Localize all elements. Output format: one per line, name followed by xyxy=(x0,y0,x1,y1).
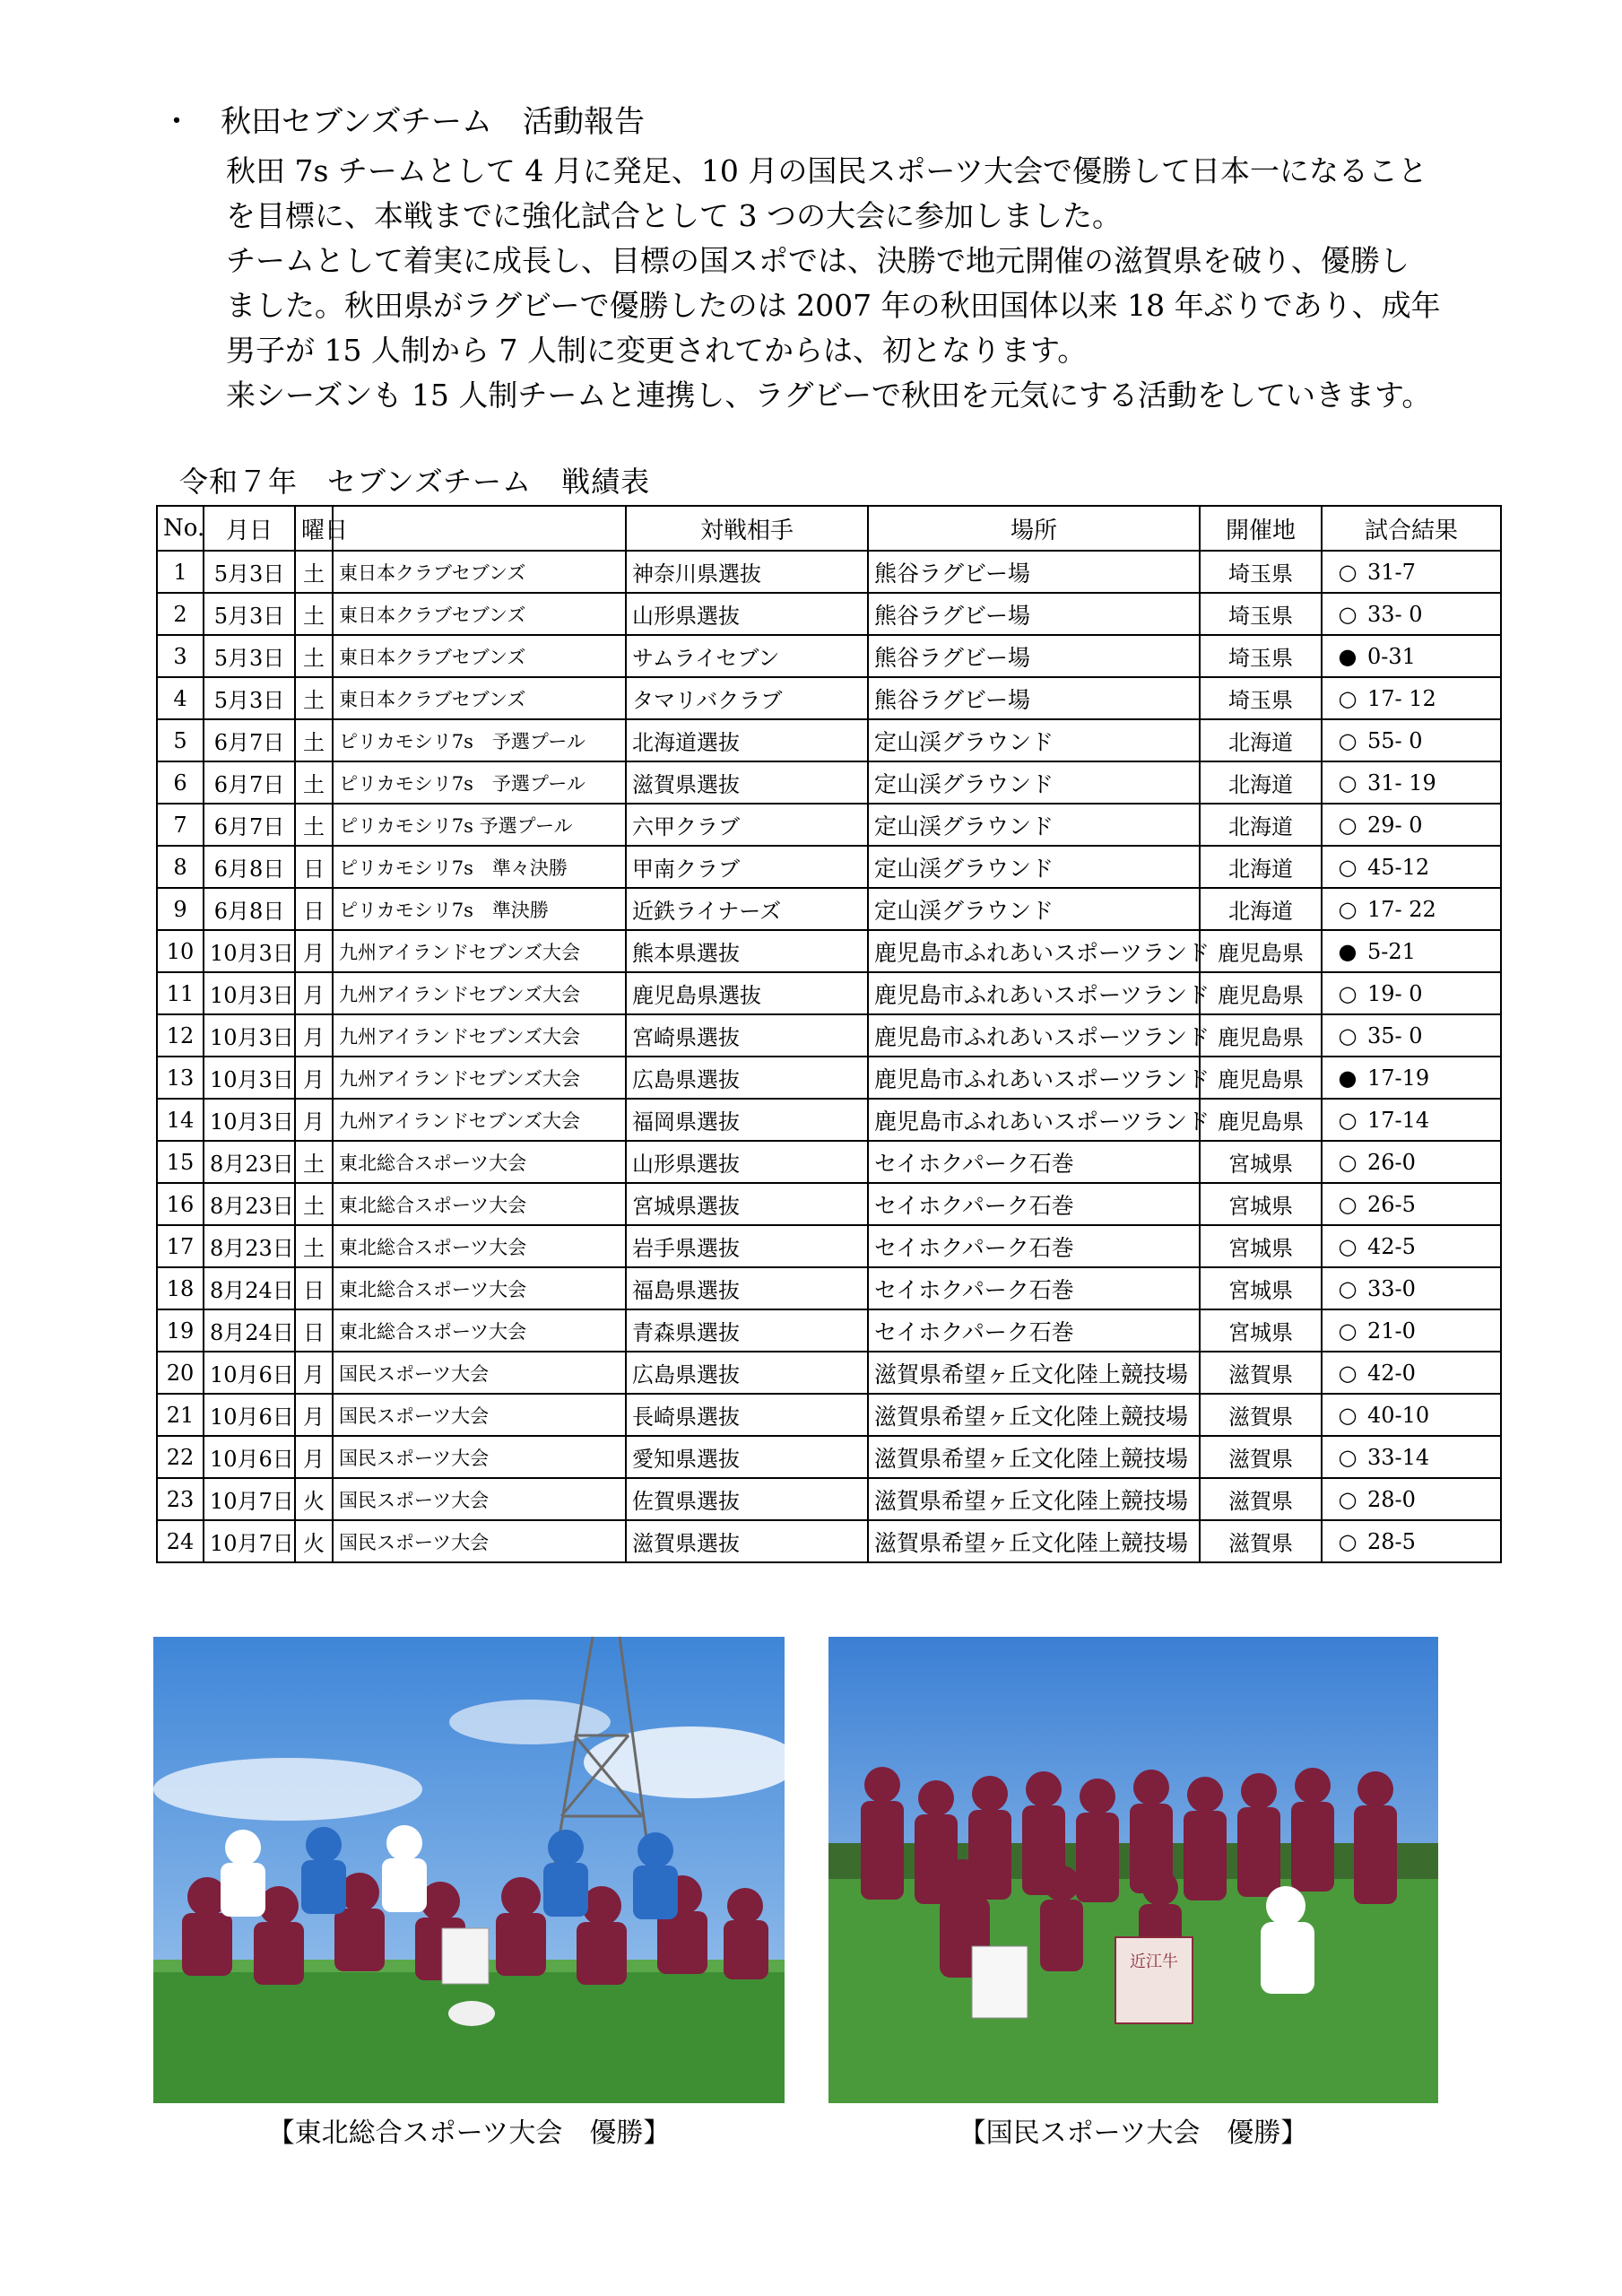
cell-day: 土 xyxy=(295,635,333,677)
cell-day: 月 xyxy=(295,1099,333,1141)
table-row xyxy=(157,1141,1501,1183)
table-row xyxy=(157,1099,1501,1141)
table-row xyxy=(157,972,1501,1014)
cell-venue: 鹿児島市ふれあいスポーツランド xyxy=(868,1099,1200,1141)
cell-tournament: ピリカモシリ7s 予選プール xyxy=(333,761,626,804)
cell-no: 21 xyxy=(157,1394,204,1436)
cell-result xyxy=(1322,1352,1501,1394)
cell-tournament: ピリカモシリ7s 予選プール xyxy=(333,804,626,846)
table-row xyxy=(157,1520,1501,1562)
cell-result xyxy=(1322,888,1501,930)
report-line: ました。秋田県がラグビーで優勝したのは 2007 年の秋田国体以来 18 年ぶりであり、成年 xyxy=(226,288,1441,323)
cell-tournament: ピリカモシリ7s 予選プール xyxy=(333,719,626,761)
cell-result xyxy=(1322,1478,1501,1520)
cell-date: 5月3日 xyxy=(204,551,295,593)
win-mark-icon: ○ xyxy=(1338,770,1357,796)
cell-tournament: 東北総合スポーツ大会 xyxy=(333,1183,626,1225)
header-day: 曜日 xyxy=(295,506,333,551)
cell-venue: セイホクパーク石巻 xyxy=(868,1267,1200,1309)
cell-date: 8月23日 xyxy=(204,1141,295,1183)
cell-venue: セイホクパーク石巻 xyxy=(868,1225,1200,1267)
match-score: 5-21 xyxy=(1367,938,1416,964)
match-score: 17- 22 xyxy=(1367,896,1436,922)
cell-venue: セイホクパーク石巻 xyxy=(868,1141,1200,1183)
heading-bullet: ・ xyxy=(161,104,192,140)
cell-tournament: 九州アイランドセブンズ大会 xyxy=(333,1014,626,1057)
cell-no: 5 xyxy=(157,719,204,761)
cell-result xyxy=(1322,1436,1501,1478)
tohoku-photo-caption: 【東北総合スポーツ大会 優勝】 xyxy=(267,2118,671,2149)
cell-venue: 鹿児島市ふれあいスポーツランド xyxy=(868,1014,1200,1057)
cell-opponent: 宮城県選抜 xyxy=(626,1183,868,1225)
cell-date: 10月6日 xyxy=(204,1394,295,1436)
cell-no: 18 xyxy=(157,1267,204,1309)
cell-tournament: 九州アイランドセブンズ大会 xyxy=(333,972,626,1014)
cell-opponent: 青森県選抜 xyxy=(626,1309,868,1352)
table-row xyxy=(157,1057,1501,1099)
section-heading xyxy=(161,97,645,141)
cell-tournament: 国民スポーツ大会 xyxy=(333,1436,626,1478)
cell-pref: 滋賀県 xyxy=(1200,1436,1322,1478)
table-row xyxy=(157,677,1501,719)
cell-result xyxy=(1322,1309,1501,1352)
cell-pref: 埼玉県 xyxy=(1200,551,1322,593)
win-mark-icon: ○ xyxy=(1338,1107,1357,1133)
cell-result xyxy=(1322,930,1501,972)
cell-no: 20 xyxy=(157,1352,204,1394)
cell-result xyxy=(1322,1141,1501,1183)
cell-opponent: 六甲クラブ xyxy=(626,804,868,846)
cell-opponent: 甲南クラブ xyxy=(626,846,868,888)
report-line: 男子が 15 人制から 7 人制に変更されてからは、初となります。 xyxy=(226,333,1088,368)
cell-pref: 埼玉県 xyxy=(1200,677,1322,719)
cell-opponent: 神奈川県選抜 xyxy=(626,551,868,593)
cell-day: 土 xyxy=(295,593,333,635)
cell-day: 月 xyxy=(295,1352,333,1394)
cell-venue: 熊谷ラグビー場 xyxy=(868,551,1200,593)
match-score: 19- 0 xyxy=(1367,980,1423,1006)
win-mark-icon: ○ xyxy=(1338,812,1357,838)
win-mark-icon: ○ xyxy=(1338,1402,1357,1428)
cell-venue: 定山渓グラウンド xyxy=(868,804,1200,846)
cell-opponent: タマリバクラブ xyxy=(626,677,868,719)
cell-pref: 北海道 xyxy=(1200,888,1322,930)
cell-pref: 宮城県 xyxy=(1200,1267,1322,1309)
cell-day: 土 xyxy=(295,1141,333,1183)
cell-opponent: 山形県選抜 xyxy=(626,593,868,635)
cell-result xyxy=(1322,1057,1501,1099)
cell-date: 6月7日 xyxy=(204,719,295,761)
cell-venue: セイホクパーク石巻 xyxy=(868,1309,1200,1352)
cell-opponent: 熊本県選抜 xyxy=(626,930,868,972)
cell-day: 土 xyxy=(295,677,333,719)
cell-result xyxy=(1322,593,1501,635)
cell-no: 14 xyxy=(157,1099,204,1141)
header-pref: 開催地 xyxy=(1200,506,1322,551)
win-mark-icon: ○ xyxy=(1338,1022,1357,1048)
cell-day: 月 xyxy=(295,1436,333,1478)
cell-pref: 鹿児島県 xyxy=(1200,1099,1322,1141)
cell-date: 10月3日 xyxy=(204,1014,295,1057)
header-date: 月日 xyxy=(204,506,295,551)
cell-date: 8月24日 xyxy=(204,1309,295,1352)
cell-opponent: 福島県選抜 xyxy=(626,1267,868,1309)
cell-pref: 埼玉県 xyxy=(1200,635,1322,677)
win-mark-icon: ○ xyxy=(1338,980,1357,1006)
cell-result xyxy=(1322,846,1501,888)
win-mark-icon: ○ xyxy=(1338,1275,1357,1301)
match-score: 55- 0 xyxy=(1367,727,1423,753)
cell-pref: 北海道 xyxy=(1200,719,1322,761)
cell-pref: 滋賀県 xyxy=(1200,1520,1322,1562)
cell-venue: 滋賀県希望ヶ丘文化陸上競技場 xyxy=(868,1394,1200,1436)
match-score: 17-19 xyxy=(1367,1065,1430,1091)
cell-no: 4 xyxy=(157,677,204,719)
match-score: 31-7 xyxy=(1367,559,1416,585)
cell-pref: 滋賀県 xyxy=(1200,1394,1322,1436)
report-line: 秋田 7s チームとして 4 月に発足、10 月の国民スポーツ大会で優勝して日本一になること xyxy=(226,153,1428,188)
cell-no: 10 xyxy=(157,930,204,972)
match-score: 26-0 xyxy=(1367,1149,1416,1175)
cell-day: 月 xyxy=(295,1014,333,1057)
cell-no: 11 xyxy=(157,972,204,1014)
cell-date: 10月7日 xyxy=(204,1478,295,1520)
cell-result xyxy=(1322,677,1501,719)
cell-opponent: 愛知県選抜 xyxy=(626,1436,868,1478)
table-row xyxy=(157,804,1501,846)
cell-result xyxy=(1322,1099,1501,1141)
cell-pref: 鹿児島県 xyxy=(1200,972,1322,1014)
cell-result xyxy=(1322,719,1501,761)
cell-venue: 定山渓グラウンド xyxy=(868,719,1200,761)
table-row xyxy=(157,719,1501,761)
table-row xyxy=(157,846,1501,888)
cell-tournament: 国民スポーツ大会 xyxy=(333,1394,626,1436)
cell-venue: 熊谷ラグビー場 xyxy=(868,593,1200,635)
cell-result xyxy=(1322,1225,1501,1267)
cell-opponent: 鹿児島県選抜 xyxy=(626,972,868,1014)
header-opponent: 対戦相手 xyxy=(626,506,868,551)
cell-date: 8月23日 xyxy=(204,1183,295,1225)
board-text: 近江牛 xyxy=(1130,1952,1178,1971)
cell-date: 8月24日 xyxy=(204,1267,295,1309)
results-table xyxy=(156,505,1502,1563)
table-row xyxy=(157,888,1501,930)
cell-result xyxy=(1322,551,1501,593)
cell-no: 13 xyxy=(157,1057,204,1099)
cell-pref: 宮城県 xyxy=(1200,1141,1322,1183)
cell-date: 10月3日 xyxy=(204,930,295,972)
table-row xyxy=(157,551,1501,593)
header-venue: 場所 xyxy=(868,506,1200,551)
loss-mark-icon: ● xyxy=(1338,938,1357,964)
cell-tournament: 東北総合スポーツ大会 xyxy=(333,1141,626,1183)
match-score: 21-0 xyxy=(1367,1318,1416,1344)
table-header-row xyxy=(157,506,1501,551)
cell-day: 土 xyxy=(295,1183,333,1225)
cell-pref: 北海道 xyxy=(1200,846,1322,888)
heading-text: 秋田セブンズチーム 活動報告 xyxy=(221,104,645,140)
win-mark-icon: ○ xyxy=(1338,685,1357,711)
cell-pref: 北海道 xyxy=(1200,804,1322,846)
match-score: 42-0 xyxy=(1367,1360,1416,1386)
report-body xyxy=(226,149,1517,418)
table-row xyxy=(157,1014,1501,1057)
table-row xyxy=(157,635,1501,677)
win-mark-icon: ○ xyxy=(1338,1149,1357,1175)
cell-venue: 熊谷ラグビー場 xyxy=(868,635,1200,677)
table-row xyxy=(157,1478,1501,1520)
cell-date: 6月8日 xyxy=(204,846,295,888)
cell-opponent: 広島県選抜 xyxy=(626,1057,868,1099)
cell-venue: 熊谷ラグビー場 xyxy=(868,677,1200,719)
cell-pref: 宮城県 xyxy=(1200,1309,1322,1352)
win-mark-icon: ○ xyxy=(1338,1486,1357,1512)
cell-no: 24 xyxy=(157,1520,204,1562)
match-score: 45-12 xyxy=(1367,854,1430,880)
cell-day: 日 xyxy=(295,846,333,888)
cell-date: 10月3日 xyxy=(204,1099,295,1141)
cell-opponent: 山形県選抜 xyxy=(626,1141,868,1183)
cell-day: 月 xyxy=(295,972,333,1014)
win-mark-icon: ○ xyxy=(1338,1191,1357,1217)
cell-no: 7 xyxy=(157,804,204,846)
match-score: 31- 19 xyxy=(1367,770,1436,796)
cell-date: 6月7日 xyxy=(204,761,295,804)
cell-day: 土 xyxy=(295,551,333,593)
kokumin-photo-caption: 【国民スポーツ大会 優勝】 xyxy=(958,2118,1308,2149)
cell-tournament: 東北総合スポーツ大会 xyxy=(333,1225,626,1267)
cell-opponent: 滋賀県選抜 xyxy=(626,761,868,804)
cell-day: 月 xyxy=(295,1057,333,1099)
match-score: 29- 0 xyxy=(1367,812,1423,838)
match-score: 33- 0 xyxy=(1367,601,1423,627)
cell-day: 土 xyxy=(295,761,333,804)
cell-pref: 宮城県 xyxy=(1200,1183,1322,1225)
cell-no: 9 xyxy=(157,888,204,930)
match-score: 17-14 xyxy=(1367,1107,1430,1133)
cell-date: 5月3日 xyxy=(204,635,295,677)
match-score: 26-5 xyxy=(1367,1191,1416,1217)
table-row xyxy=(157,1267,1501,1309)
cell-no: 16 xyxy=(157,1183,204,1225)
cell-no: 17 xyxy=(157,1225,204,1267)
match-score: 35- 0 xyxy=(1367,1022,1423,1048)
cell-venue: 滋賀県希望ヶ丘文化陸上競技場 xyxy=(868,1352,1200,1394)
cell-opponent: 近鉄ライナーズ xyxy=(626,888,868,930)
cell-pref: 埼玉県 xyxy=(1200,593,1322,635)
header-tournament xyxy=(333,506,626,551)
cell-result xyxy=(1322,804,1501,846)
cell-result xyxy=(1322,1394,1501,1436)
cell-date: 10月7日 xyxy=(204,1520,295,1562)
loss-mark-icon: ● xyxy=(1338,1065,1357,1091)
cell-day: 火 xyxy=(295,1478,333,1520)
win-mark-icon: ○ xyxy=(1338,1528,1357,1554)
cell-tournament: ピリカモシリ7s 準々決勝 xyxy=(333,846,626,888)
win-mark-icon: ○ xyxy=(1338,1444,1357,1470)
cell-opponent: 長崎県選抜 xyxy=(626,1394,868,1436)
table-row xyxy=(157,930,1501,972)
cell-no: 1 xyxy=(157,551,204,593)
cell-opponent: 広島県選抜 xyxy=(626,1352,868,1394)
cell-no: 22 xyxy=(157,1436,204,1478)
cell-pref: 宮城県 xyxy=(1200,1225,1322,1267)
cell-date: 10月3日 xyxy=(204,972,295,1014)
cell-day: 土 xyxy=(295,1225,333,1267)
match-score: 40-10 xyxy=(1367,1402,1430,1428)
cell-tournament: 東日本クラブセブンズ xyxy=(333,677,626,719)
cell-date: 10月3日 xyxy=(204,1057,295,1099)
cell-day: 火 xyxy=(295,1520,333,1562)
match-score: 0-31 xyxy=(1367,643,1416,669)
cell-no: 8 xyxy=(157,846,204,888)
match-score: 33-14 xyxy=(1367,1444,1430,1470)
cell-opponent: 福岡県選抜 xyxy=(626,1099,868,1141)
table-row xyxy=(157,1183,1501,1225)
cell-result xyxy=(1322,972,1501,1014)
cell-tournament: 東日本クラブセブンズ xyxy=(333,635,626,677)
cell-day: 日 xyxy=(295,1267,333,1309)
cell-opponent: 佐賀県選抜 xyxy=(626,1478,868,1520)
cell-date: 5月3日 xyxy=(204,593,295,635)
cell-opponent: 岩手県選抜 xyxy=(626,1225,868,1267)
cell-opponent: サムライセブン xyxy=(626,635,868,677)
cell-date: 10月6日 xyxy=(204,1352,295,1394)
cell-tournament: 東北総合スポーツ大会 xyxy=(333,1309,626,1352)
cell-date: 10月6日 xyxy=(204,1436,295,1478)
cell-pref: 鹿児島県 xyxy=(1200,1014,1322,1057)
cell-result xyxy=(1322,1183,1501,1225)
win-mark-icon: ○ xyxy=(1338,1233,1357,1259)
cell-no: 23 xyxy=(157,1478,204,1520)
header-no: No. xyxy=(157,506,204,551)
table-row xyxy=(157,1352,1501,1394)
win-mark-icon: ○ xyxy=(1338,601,1357,627)
cell-result xyxy=(1322,1267,1501,1309)
cell-tournament: 東日本クラブセブンズ xyxy=(333,593,626,635)
cell-venue: 鹿児島市ふれあいスポーツランド xyxy=(868,972,1200,1014)
win-mark-icon: ○ xyxy=(1338,1318,1357,1344)
cell-date: 5月3日 xyxy=(204,677,295,719)
cell-pref: 鹿児島県 xyxy=(1200,1057,1322,1099)
cell-tournament: 国民スポーツ大会 xyxy=(333,1352,626,1394)
loss-mark-icon: ● xyxy=(1338,643,1357,669)
match-score: 28-5 xyxy=(1367,1528,1416,1554)
cell-no: 12 xyxy=(157,1014,204,1057)
cell-tournament: 国民スポーツ大会 xyxy=(333,1478,626,1520)
kokumin-team-photo xyxy=(828,1637,1438,2103)
cell-result xyxy=(1322,761,1501,804)
cell-day: 土 xyxy=(295,719,333,761)
win-mark-icon: ○ xyxy=(1338,559,1357,585)
cell-pref: 北海道 xyxy=(1200,761,1322,804)
cell-tournament: 国民スポーツ大会 xyxy=(333,1520,626,1562)
table-row xyxy=(157,1394,1501,1436)
cell-tournament: 九州アイランドセブンズ大会 xyxy=(333,930,626,972)
cell-result xyxy=(1322,635,1501,677)
cell-venue: 滋賀県希望ヶ丘文化陸上競技場 xyxy=(868,1478,1200,1520)
cell-day: 日 xyxy=(295,888,333,930)
cell-date: 8月23日 xyxy=(204,1225,295,1267)
match-score: 17- 12 xyxy=(1367,685,1436,711)
table-row xyxy=(157,1225,1501,1267)
header-result: 試合結果 xyxy=(1322,506,1501,551)
cell-tournament: 九州アイランドセブンズ大会 xyxy=(333,1057,626,1099)
cell-no: 6 xyxy=(157,761,204,804)
cell-day: 月 xyxy=(295,930,333,972)
cell-day: 日 xyxy=(295,1309,333,1352)
win-mark-icon: ○ xyxy=(1338,896,1357,922)
cell-pref: 滋賀県 xyxy=(1200,1352,1322,1394)
win-mark-icon: ○ xyxy=(1338,854,1357,880)
cell-no: 3 xyxy=(157,635,204,677)
cell-opponent: 滋賀県選抜 xyxy=(626,1520,868,1562)
cell-venue: 定山渓グラウンド xyxy=(868,846,1200,888)
table-row xyxy=(157,761,1501,804)
table-row xyxy=(157,1309,1501,1352)
cell-venue: 定山渓グラウンド xyxy=(868,761,1200,804)
cell-tournament: 東北総合スポーツ大会 xyxy=(333,1267,626,1309)
report-line: チームとして着実に成長し、目標の国スポでは、決勝で地元開催の滋賀県を破り、優勝し xyxy=(226,243,1409,278)
cell-result xyxy=(1322,1014,1501,1057)
match-score: 33-0 xyxy=(1367,1275,1416,1301)
win-mark-icon: ○ xyxy=(1338,1360,1357,1386)
report-line: 来シーズンも 15 人制チームと連携し、ラグビーで秋田を元気にする活動をしていきます。 xyxy=(226,378,1432,413)
table-title: 令和７年 セブンズチーム 戦績表 xyxy=(179,465,651,499)
cell-date: 6月8日 xyxy=(204,888,295,930)
cell-venue: セイホクパーク石巻 xyxy=(868,1183,1200,1225)
match-score: 42-5 xyxy=(1367,1233,1416,1259)
tohoku-team-photo xyxy=(153,1637,785,2103)
cell-no: 19 xyxy=(157,1309,204,1352)
table-row xyxy=(157,593,1501,635)
cell-venue: 定山渓グラウンド xyxy=(868,888,1200,930)
cell-pref: 鹿児島県 xyxy=(1200,930,1322,972)
cell-no: 15 xyxy=(157,1141,204,1183)
cell-opponent: 北海道選抜 xyxy=(626,719,868,761)
cell-venue: 鹿児島市ふれあいスポーツランド xyxy=(868,1057,1200,1099)
match-score: 28-0 xyxy=(1367,1486,1416,1512)
report-line: を目標に、本戦までに強化試合として 3 つの大会に参加しました。 xyxy=(226,198,1122,233)
cell-date: 6月7日 xyxy=(204,804,295,846)
cell-venue: 滋賀県希望ヶ丘文化陸上競技場 xyxy=(868,1520,1200,1562)
cell-no: 2 xyxy=(157,593,204,635)
cell-pref: 滋賀県 xyxy=(1200,1478,1322,1520)
cell-day: 月 xyxy=(295,1394,333,1436)
results-table-body xyxy=(157,551,1501,1562)
cell-tournament: 東日本クラブセブンズ xyxy=(333,551,626,593)
cell-tournament: ピリカモシリ7s 準決勝 xyxy=(333,888,626,930)
cell-tournament: 九州アイランドセブンズ大会 xyxy=(333,1099,626,1141)
cell-venue: 滋賀県希望ヶ丘文化陸上競技場 xyxy=(868,1436,1200,1478)
table-row xyxy=(157,1436,1501,1478)
cell-day: 土 xyxy=(295,804,333,846)
cell-result xyxy=(1322,1520,1501,1562)
cell-venue: 鹿児島市ふれあいスポーツランド xyxy=(868,930,1200,972)
win-mark-icon: ○ xyxy=(1338,727,1357,753)
cell-opponent: 宮崎県選抜 xyxy=(626,1014,868,1057)
